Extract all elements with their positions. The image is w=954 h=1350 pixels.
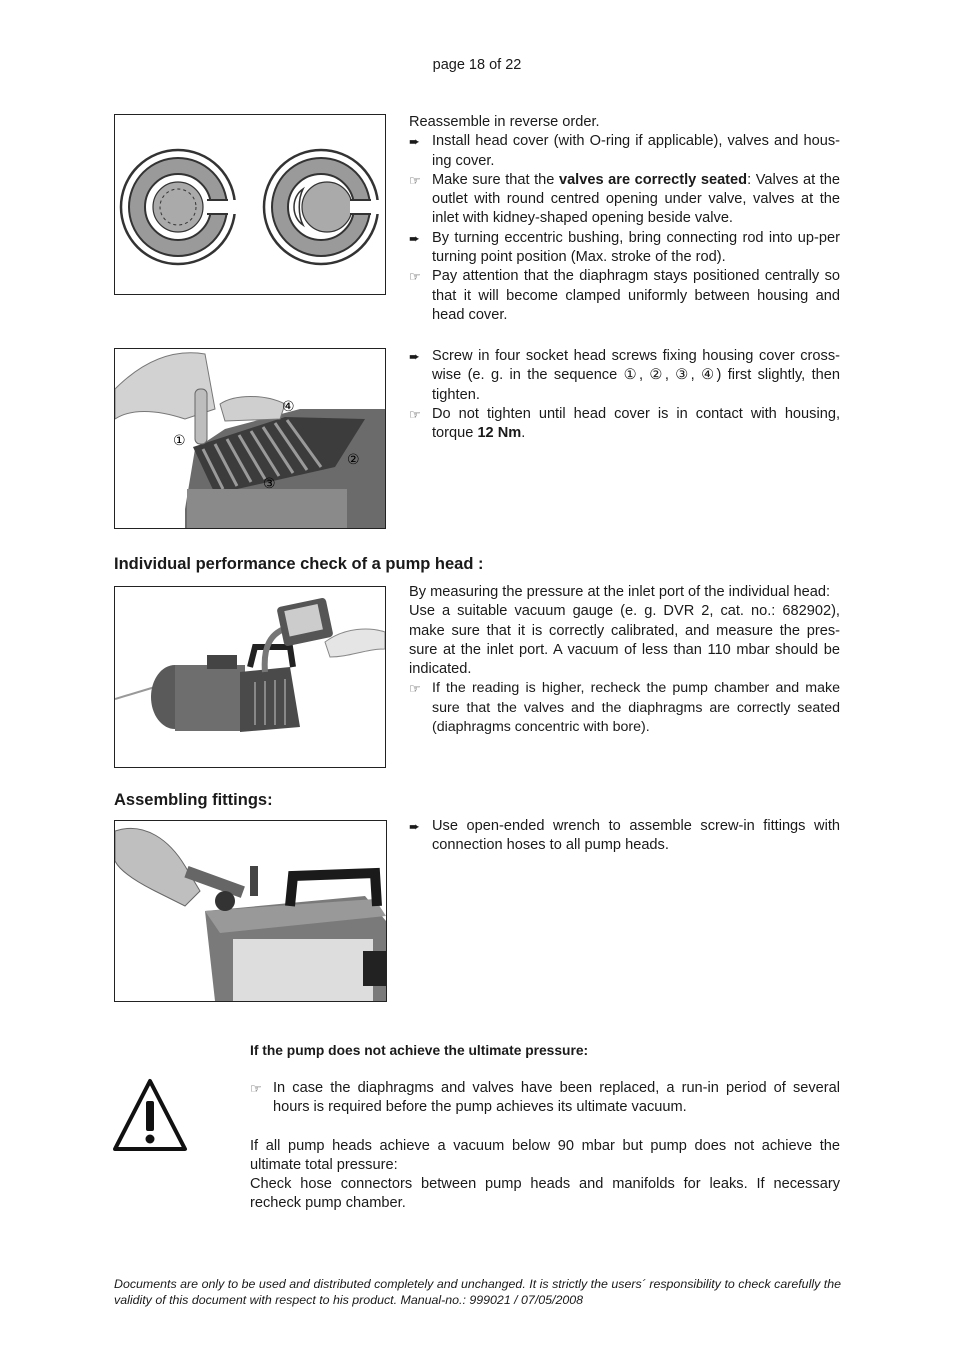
arrow-icon: ➨ <box>409 349 420 364</box>
list-item: ➨ Screw in four socket head screws fixing housing cover cross-wise (e. g. in the sequence ①, ②, ③, ④) first slightly, then tighten. <box>409 348 840 403</box>
arrow-icon: ➨ <box>409 134 420 150</box>
list-item: ➨ Install head cover (with O-ring if applicable), valves and hous-ing cover. <box>409 133 840 169</box>
head-cover-screws-photo <box>114 348 386 529</box>
list-item: ☞ If the reading is higher, recheck the pump chamber and make sure that the valves and the diaphragms are correctly seated (diaphragms concentric with bore). <box>409 680 840 736</box>
vacuum-gauge-photo <box>114 586 386 768</box>
arrow-icon: ➨ <box>409 819 420 834</box>
outlet-valve-diagram <box>121 150 237 264</box>
section-fittings <box>409 817 840 856</box>
list-item: ☞ In case the diaphragms and valves have been replaced, a run-in period of several hours is required before the pump achieves its ultimate vacuum. <box>250 1080 840 1116</box>
list-item: ➨ By turning eccentric bushing, bring connecting rod into up-per turning point position (Max. stroke of the rod). <box>409 229 840 266</box>
warning-body <box>250 1079 840 1214</box>
list-item: ☞ Make sure that the valves are correctly seated: Valves at the outlet with round centred opening under valve, valves at the inlet with kidney-shaped opening beside valve. <box>409 171 840 227</box>
hand-pointer-icon: ☞ <box>409 406 421 422</box>
page-number: page 18 of 22 <box>432 57 522 73</box>
inlet-valve-diagram <box>264 150 380 264</box>
performance-paragraph-1: By measuring the pressure at the inlet port of the individual head: <box>409 584 831 600</box>
section-performance <box>409 583 840 737</box>
figure-label-3: ③ <box>263 476 276 492</box>
list-item: ➨ Use open-ended wrench to assemble screw-in fittings with connection hoses to all pump heads. <box>409 818 840 854</box>
warning-paragraph-2: Check hose connectors between pump heads and manifolds for leaks. If necessary recheck pump chamber. <box>250 1176 840 1212</box>
section-reassemble <box>409 113 840 325</box>
figure-label-1: ① <box>173 433 186 449</box>
reassemble-intro: Reassemble in reverse order. <box>409 114 600 130</box>
performance-paragraph-2: Use a suitable vacuum gauge (e. g. DVR 2, cat. no.: 682902), make sure that it is correctly calibrated, and measure the pres-sure at the inlet port. A vacuum of less than 110 mbar should be indicated. <box>409 603 840 678</box>
hand-pointer-icon: ☞ <box>409 172 421 188</box>
heading-assembling-fittings: Assembling fittings: <box>114 791 273 809</box>
warning-triangle-icon <box>112 1077 188 1158</box>
hand-pointer-icon: ☞ <box>409 681 421 697</box>
arrow-icon: ➨ <box>409 230 420 246</box>
list-item: ☞ Pay attention that the diaphragm stays positioned centrally so that it will become clamped uniformly between housing and head cover. <box>409 268 840 323</box>
wrench-fitting-photo <box>114 820 387 1002</box>
warning-paragraph-1: If all pump heads achieve a vacuum below 90 mbar but pump does not achieve the ultimate total pressure: <box>250 1137 840 1173</box>
list-item: ☞ Do not tighten until head cover is in contact with housing, torque 12 Nm. <box>409 405 840 442</box>
footer-disclaimer: Documents are only to be used and distributed completely and unchanged. It is strictly the users´ responsibility to check carefully the validity of this document with respect to his product. Manual-no.: 999021 / 07/05/2008 <box>114 1277 841 1307</box>
figure-label-2: ② <box>347 452 360 468</box>
valve-diagram-figure <box>114 114 386 295</box>
heading-performance-check: Individual performance check of a pump head : <box>114 555 484 573</box>
figure-label-4: ④ <box>282 399 295 415</box>
hand-pointer-icon: ☞ <box>250 1081 262 1096</box>
hand-pointer-icon: ☞ <box>409 269 421 285</box>
section-screws <box>409 347 840 443</box>
warning-title: If the pump does not achieve the ultimate pressure: <box>250 1043 589 1058</box>
